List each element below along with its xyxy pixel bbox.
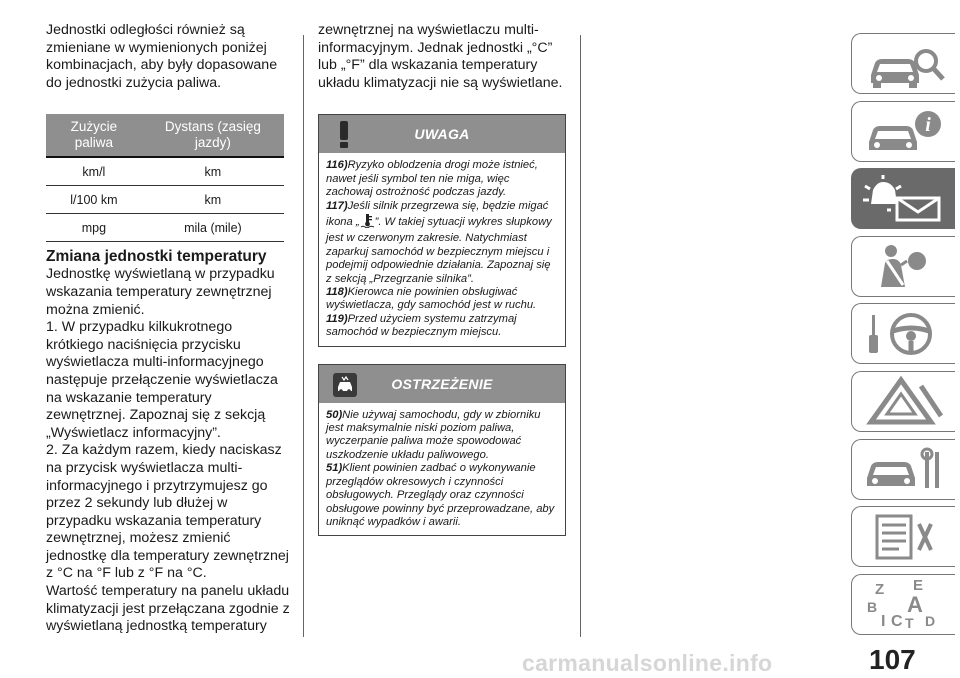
engine-temperature-icon [360,213,375,232]
caution-box-title: OSTRZEŻENIE [391,375,493,392]
page-number: 107 [869,644,916,675]
table-cell: mpg [46,214,142,242]
tab-safety[interactable] [851,236,955,297]
tab-starting-driving[interactable] [851,303,955,364]
index-letter: Z [874,581,884,599]
chapter-tabs [851,33,956,641]
table-cell: km [142,186,284,214]
note-text: Kierowca nie powinien obsługiwać wyświetlacza, gdy samochód jest w ruchu. [326,286,537,312]
car-search-icon [861,39,947,89]
right-column [318,22,568,536]
note-text: Klient powinien zadbać o wykonywanie przeglądów okresowych i czynności obsługowych. Przeglądy oraz czynności obsługowe powinny być przeprowadzane, aby uniknąć wypadków i awarii. [326,462,555,528]
note-number: 119) [326,312,348,325]
warning-triangle-tools-icon [861,376,947,426]
seatbelt-airbag-icon [861,241,947,291]
tab-car-info[interactable] [851,101,955,162]
car-wrench-icon [861,444,947,494]
key-steering-wheel-icon [861,309,947,359]
table-row [46,186,284,214]
section-paragraph: Jednostkę wyświetlaną w przypadku wskazania temperatury zewnętrznej można zmienić. [46,266,275,318]
warning-box-header [319,115,565,153]
alphabetical-index-icon [861,576,947,632]
index-letter: T [904,615,914,632]
table-row [46,157,284,186]
tab-car-overview[interactable] [851,33,955,94]
tab-maintenance[interactable] [851,439,955,500]
units-table [46,114,284,242]
caution-box-body [319,403,565,536]
warning-box [318,114,566,346]
table-cell: km [142,157,284,186]
note-entry [326,159,559,199]
watermark: carmanualsonline.info [522,650,773,676]
table-header-fuel: Zużycie paliwa [46,114,142,157]
table-cell: mila (mile) [142,214,284,242]
note-text: Ryzyko oblodzenia drogi może istnieć, nawet jeśli symbol ten nie miga, więc zachowaj ostrożność podczas jazdy. [326,159,538,199]
specifications-list-icon [861,512,947,562]
note-number: 51) [326,462,343,475]
note-entry [326,286,559,313]
intro-paragraph: Jednostki odległości również są zmieniane w wymienionych poniżej kombinacjach, aby były dopasowane do jednostki zużycia paliwa. [46,22,278,91]
note-number: 118) [326,286,348,299]
note-entry [326,313,559,340]
note-number: 116) [326,159,348,172]
section-heading: Zmiana jednostki temperatury [46,248,267,266]
tab-emergency[interactable] [851,371,955,432]
warning-box-title: UWAGA [414,126,470,143]
note-text: Nie używaj samochodu, gdy w zbiorniku jest maksymalnie niski poziom paliwa, wyczerpanie paliwa może spowodować uszkodzenie układu paliwowego. [326,408,541,461]
index-letter: I [880,613,885,631]
tab-technical-data[interactable] [851,506,955,567]
table-cell: l/100 km [46,186,142,214]
svg-text:i: i [924,114,931,137]
caution-box-header [319,365,565,403]
caution-box [318,364,566,537]
ac-paragraph-start: Wartość temperatury na panelu układu klimatyzacji jest przełączana zgodnie z wyświetlaną jednostką temperatury [46,583,290,635]
table-cell: km/l [46,157,142,186]
warning-box-body [319,153,565,345]
warning-light-message-icon [861,174,947,224]
note-text: ”. W takiej sytuacji wykres słupkowy jest w czerwonym zakresie. Natychmiast zaparkuj samochód w bezpiecznym miejscu i podejmij odpowiednie działania. Zapoznaj się z sekcją „Przegrzanie silnika”. [326,216,552,285]
note-text: Przed użyciem systemu zatrzymaj samochód w bezpiecznym miejscu. [326,312,517,339]
ac-paragraph-end: zewnętrznej na wyświetlaczu multi-informacyjnym. Jednak jednostki „°C” lub „°F” dla wskazania temperatury układu klimatyzacji nie są wyświetlane. [318,22,563,91]
left-column [46,22,291,636]
tab-warning-lights[interactable] [851,168,955,229]
column-divider [303,35,304,637]
table-header-distance: Dystans (zasięg jazdy) [142,114,284,157]
index-letter: A [906,592,923,618]
step-2-paragraph: 2. Za każdym razem, kiedy naciskasz na przycisk wyświetlacza multi-informacyjnego i przytrzymujesz go przez 2 sekundy lub dłużej w przypadku wskazania temperatury zewnętrznej, możesz zmienić jednostkę dla temperatury zewnętrznej z °C na °F lub z °F na °C. [46,442,289,582]
note-number: 117) [326,199,348,212]
index-letter: C [890,613,903,631]
note-number: 50) [326,408,343,421]
index-letter: B [866,599,877,616]
step-1-paragraph: 1. W przypadku kilkukrotnego krótkiego naciśnięcia przycisku wyświetlacza multi-informacyjnego następuje przełączenie wyświetlacza na wskazanie temperatury zewnętrznej. Zapoznaj się z sekcją „Wyświetlacz informacyjny”. [46,319,278,441]
column-divider [580,35,581,637]
note-text: Jeśli silnik przegrzewa się, będzie migać ikona „ [326,199,549,228]
note-entry [326,200,559,286]
car-info-icon [861,106,947,156]
index-letter: E [912,577,923,595]
index-letter: D [924,613,935,630]
table-row [46,214,284,242]
note-entry [326,462,559,529]
tab-index[interactable] [851,574,955,635]
note-entry [326,409,559,463]
